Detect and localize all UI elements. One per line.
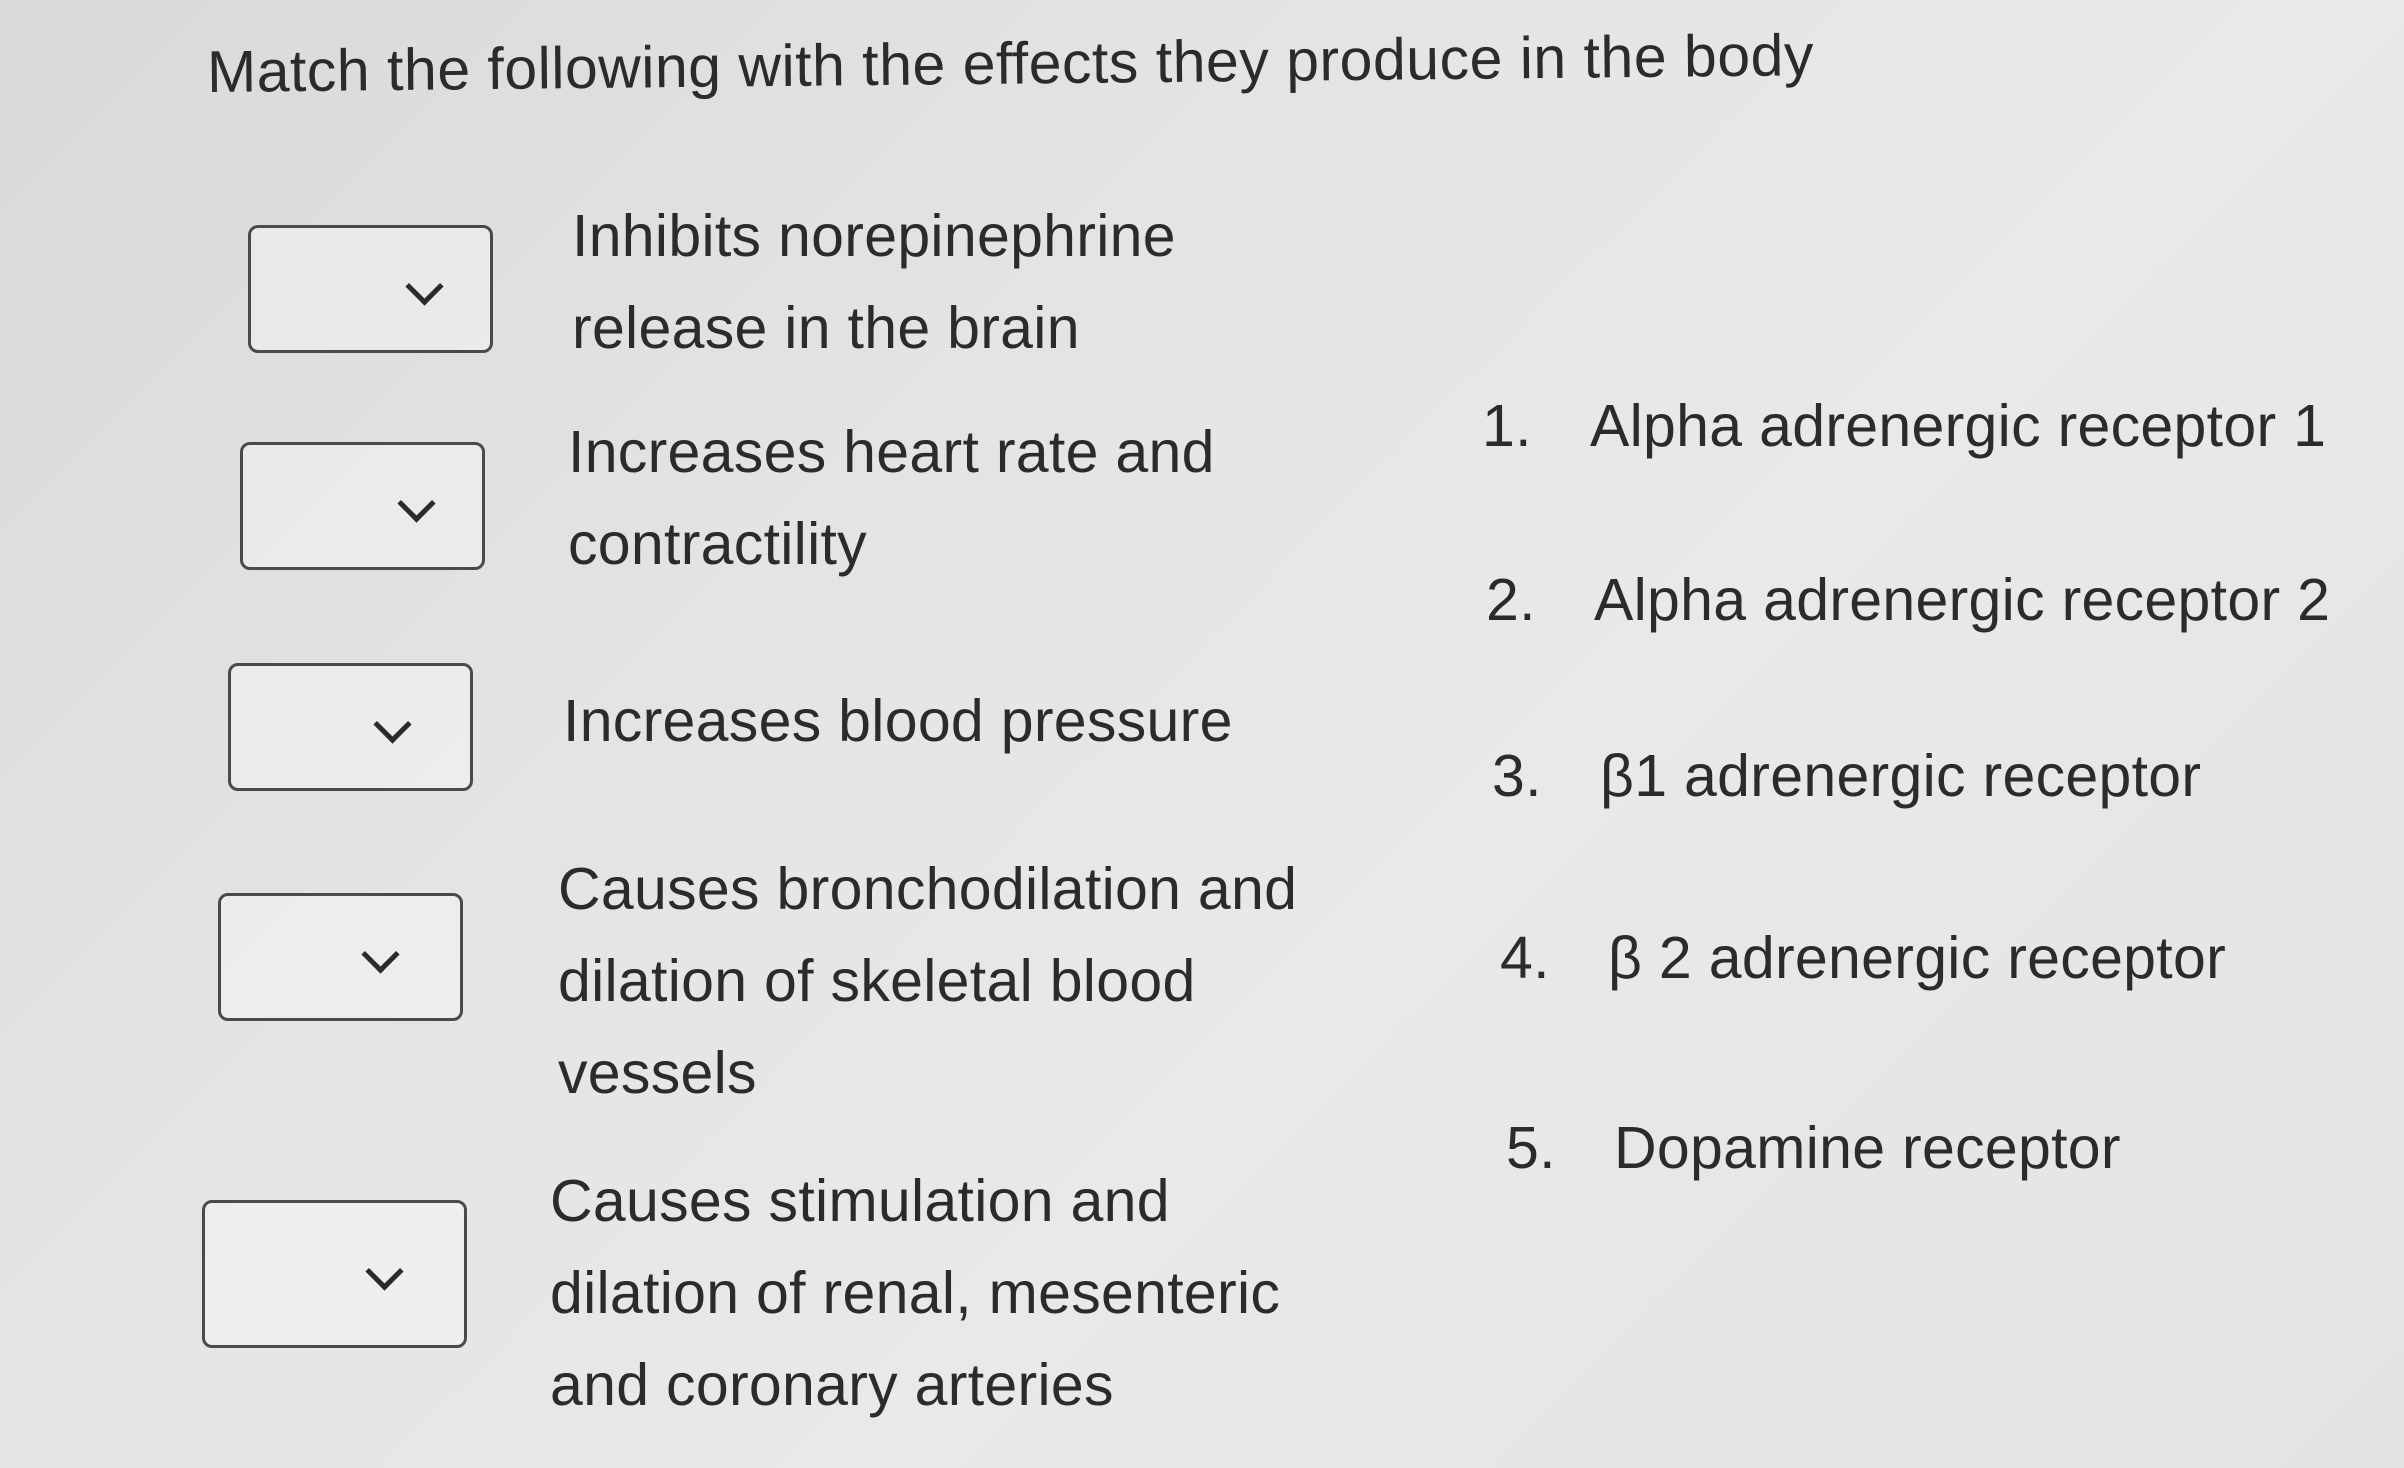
option-label: Dopamine receptor — [1614, 1115, 2121, 1181]
option-label: β 2 adrenergic receptor — [1608, 925, 2227, 991]
option-2 — [1486, 566, 2330, 634]
effect-line: dilation of renal, mesenteric — [550, 1260, 1281, 1326]
effect-text-1 — [572, 190, 1432, 374]
option-label: β1 adrenergic receptor — [1600, 743, 2202, 809]
option-1 — [1482, 392, 2326, 460]
effect-line: contractility — [568, 511, 867, 577]
option-5 — [1506, 1114, 2121, 1182]
chevron-down-icon — [405, 267, 443, 305]
match-select-2[interactable] — [240, 442, 485, 570]
option-4 — [1500, 924, 2226, 992]
chevron-down-icon — [373, 705, 411, 743]
match-select-4[interactable] — [218, 893, 463, 1021]
match-select-5[interactable] — [202, 1200, 467, 1348]
match-select-1[interactable] — [248, 225, 493, 353]
chevron-down-icon — [365, 1252, 403, 1290]
effect-line: Increases blood pressure — [563, 688, 1233, 754]
effect-line: release in the brain — [572, 295, 1080, 361]
option-label: Alpha adrenergic receptor 1 — [1590, 393, 2327, 459]
effect-line: dilation of skeletal blood — [558, 948, 1196, 1014]
effect-line: Increases heart rate and — [568, 419, 1215, 485]
question-title: Match the following with the effects they produce in the body — [206, 22, 1815, 105]
match-select-3[interactable] — [228, 663, 473, 791]
chevron-down-icon — [397, 484, 435, 522]
effect-line: vessels — [558, 1040, 757, 1106]
effect-text-2 — [568, 406, 1428, 590]
effect-line: Inhibits norepinephrine — [572, 203, 1176, 269]
effect-line: and coronary arteries — [550, 1352, 1114, 1418]
option-label: Alpha adrenergic receptor 2 — [1594, 567, 2331, 633]
option-number: 1. — [1482, 393, 1532, 459]
option-3 — [1492, 742, 2201, 810]
option-number: 4. — [1500, 925, 1550, 991]
effect-line: Causes stimulation and — [550, 1168, 1170, 1234]
effect-text-5 — [550, 1155, 1410, 1431]
option-number: 5. — [1506, 1115, 1556, 1181]
chevron-down-icon — [361, 935, 399, 973]
effect-line: Causes bronchodilation and — [558, 856, 1298, 922]
effect-text-4 — [558, 843, 1418, 1119]
option-number: 2. — [1486, 567, 1536, 633]
option-number: 3. — [1492, 743, 1542, 809]
effect-text-3 — [563, 675, 1423, 767]
